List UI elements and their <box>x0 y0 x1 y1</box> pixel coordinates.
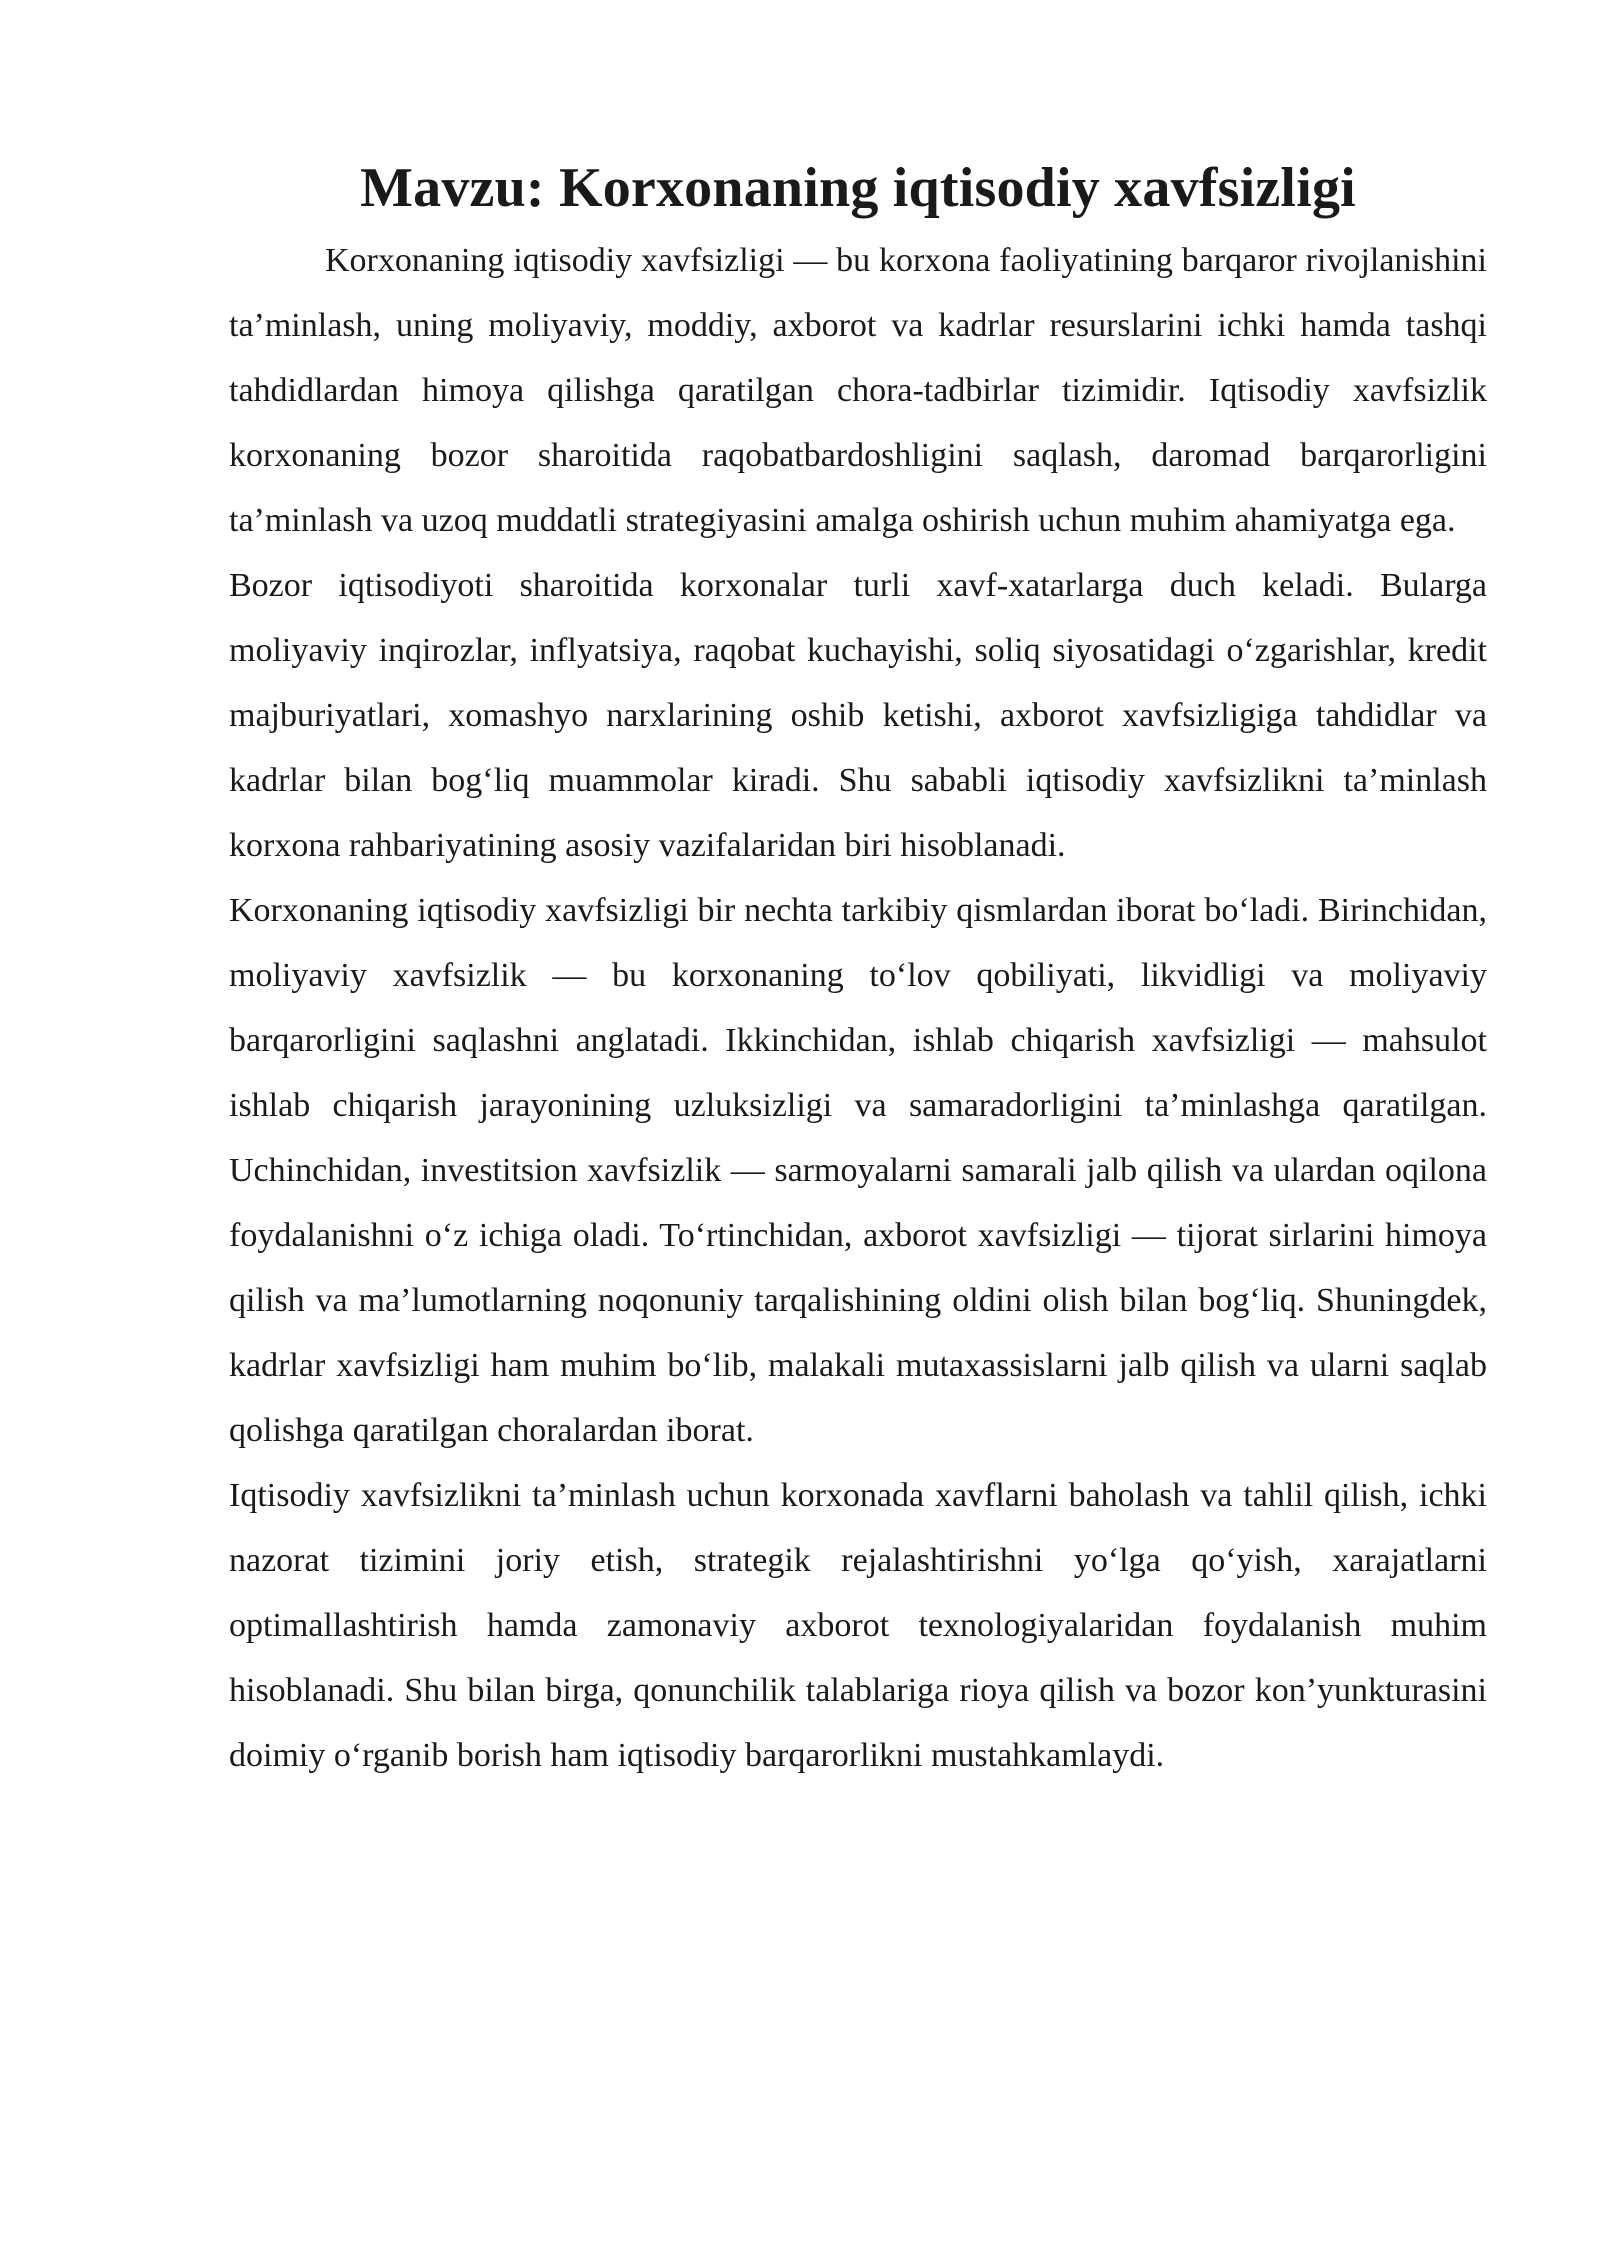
document-title: Mavzu: Korxonaning iqtisodiy xavfsizligi <box>360 157 1356 219</box>
paragraph-measures: Iqtisodiy xavfsizlikni ta’minlash uchun korxonada xavflarni baholash va tahlil qilish, ichki nazorat tizimini joriy etish, strategik rejalashtirishni yo‘lga qo‘yish, xarajatlarni optimallashtirish hamda zamonaviy axborot texnologiyalaridan foydalanish muhim hisoblanadi. Shu bilan birga, qonunchilik talablariga rioya qilish va bozor kon’yunkturasini doimiy o‘rganib borish ham iqtisodiy barqarorlikni mustahkamlaydi. <box>229 1477 1487 1774</box>
paragraph-components: Korxonaning iqtisodiy xavfsizligi bir nechta tarkibiy qismlardan iborat bo‘ladi. Birinchidan, moliyaviy xavfsizlik — bu korxonaning to‘lov qobiliyati, likvidligi va moliyaviy barqarorligini saqlashni anglatadi. Ikkinchidan, ishlab chiqarish xavfsizligi — mahsulot ishlab chiqarish jarayonining uzluksizligi va samaradorligini ta’minlashga qaratilgan. Uchinchidan, investitsion xavfsizlik — sarmoyalarni samarali jalb qilish va ulardan oqilona foydalanishni o‘z ichiga oladi. To‘rtinchidan, axborot xavfsizligi — tijorat sirlarini himoya qilish va ma’lumotlarning noqonuniy tarqalishining oldini olish bilan bog‘liq. Shuningdek, kadrlar xavfsizligi ham muhim bo‘lib, malakali mutaxassislarni jalb qilish va ularni saqlab qolishga qaratilgan choralardan iborat. <box>229 892 1487 1449</box>
document-page <box>229 150 1487 1788</box>
paragraph-risks: Bozor iqtisodiyoti sharoitida korxonalar turli xavf-xatarlarga duch keladi. Bularga moliyaviy inqirozlar, inflyatsiya, raqobat kuchayishi, soliq siyosatidagi o‘zgarishlar, kredit majburiyatlari, xomashyo narxlarining oshib ketishi, axborot xavfsizligiga tahdidlar va kadrlar bilan bog‘liq muammolar kiradi. Shu sababli iqtisodiy xavfsizlikni ta’minlash korxona rahbariyatining asosiy vazifalaridan biri hisoblanadi. <box>229 567 1487 864</box>
paragraph-intro: Korxonaning iqtisodiy xavfsizligi — bu korxona faoliyatining barqaror rivojlanishini ta’minlash, uning moliyaviy, moddiy, axborot va kadrlar resurslarini ichki hamda tashqi tahdidlardan himoya qilishga qaratilgan chora-tadbirlar tizimidir. Iqtisodiy xavfsizlik korxonaning bozor sharoitida raqobatbardoshligini saqlash, daromad barqarorligini ta’minlash va uzoq muddatli strategiyasini amalga oshirish uchun muhim ahamiyatga ega. <box>229 242 1487 539</box>
